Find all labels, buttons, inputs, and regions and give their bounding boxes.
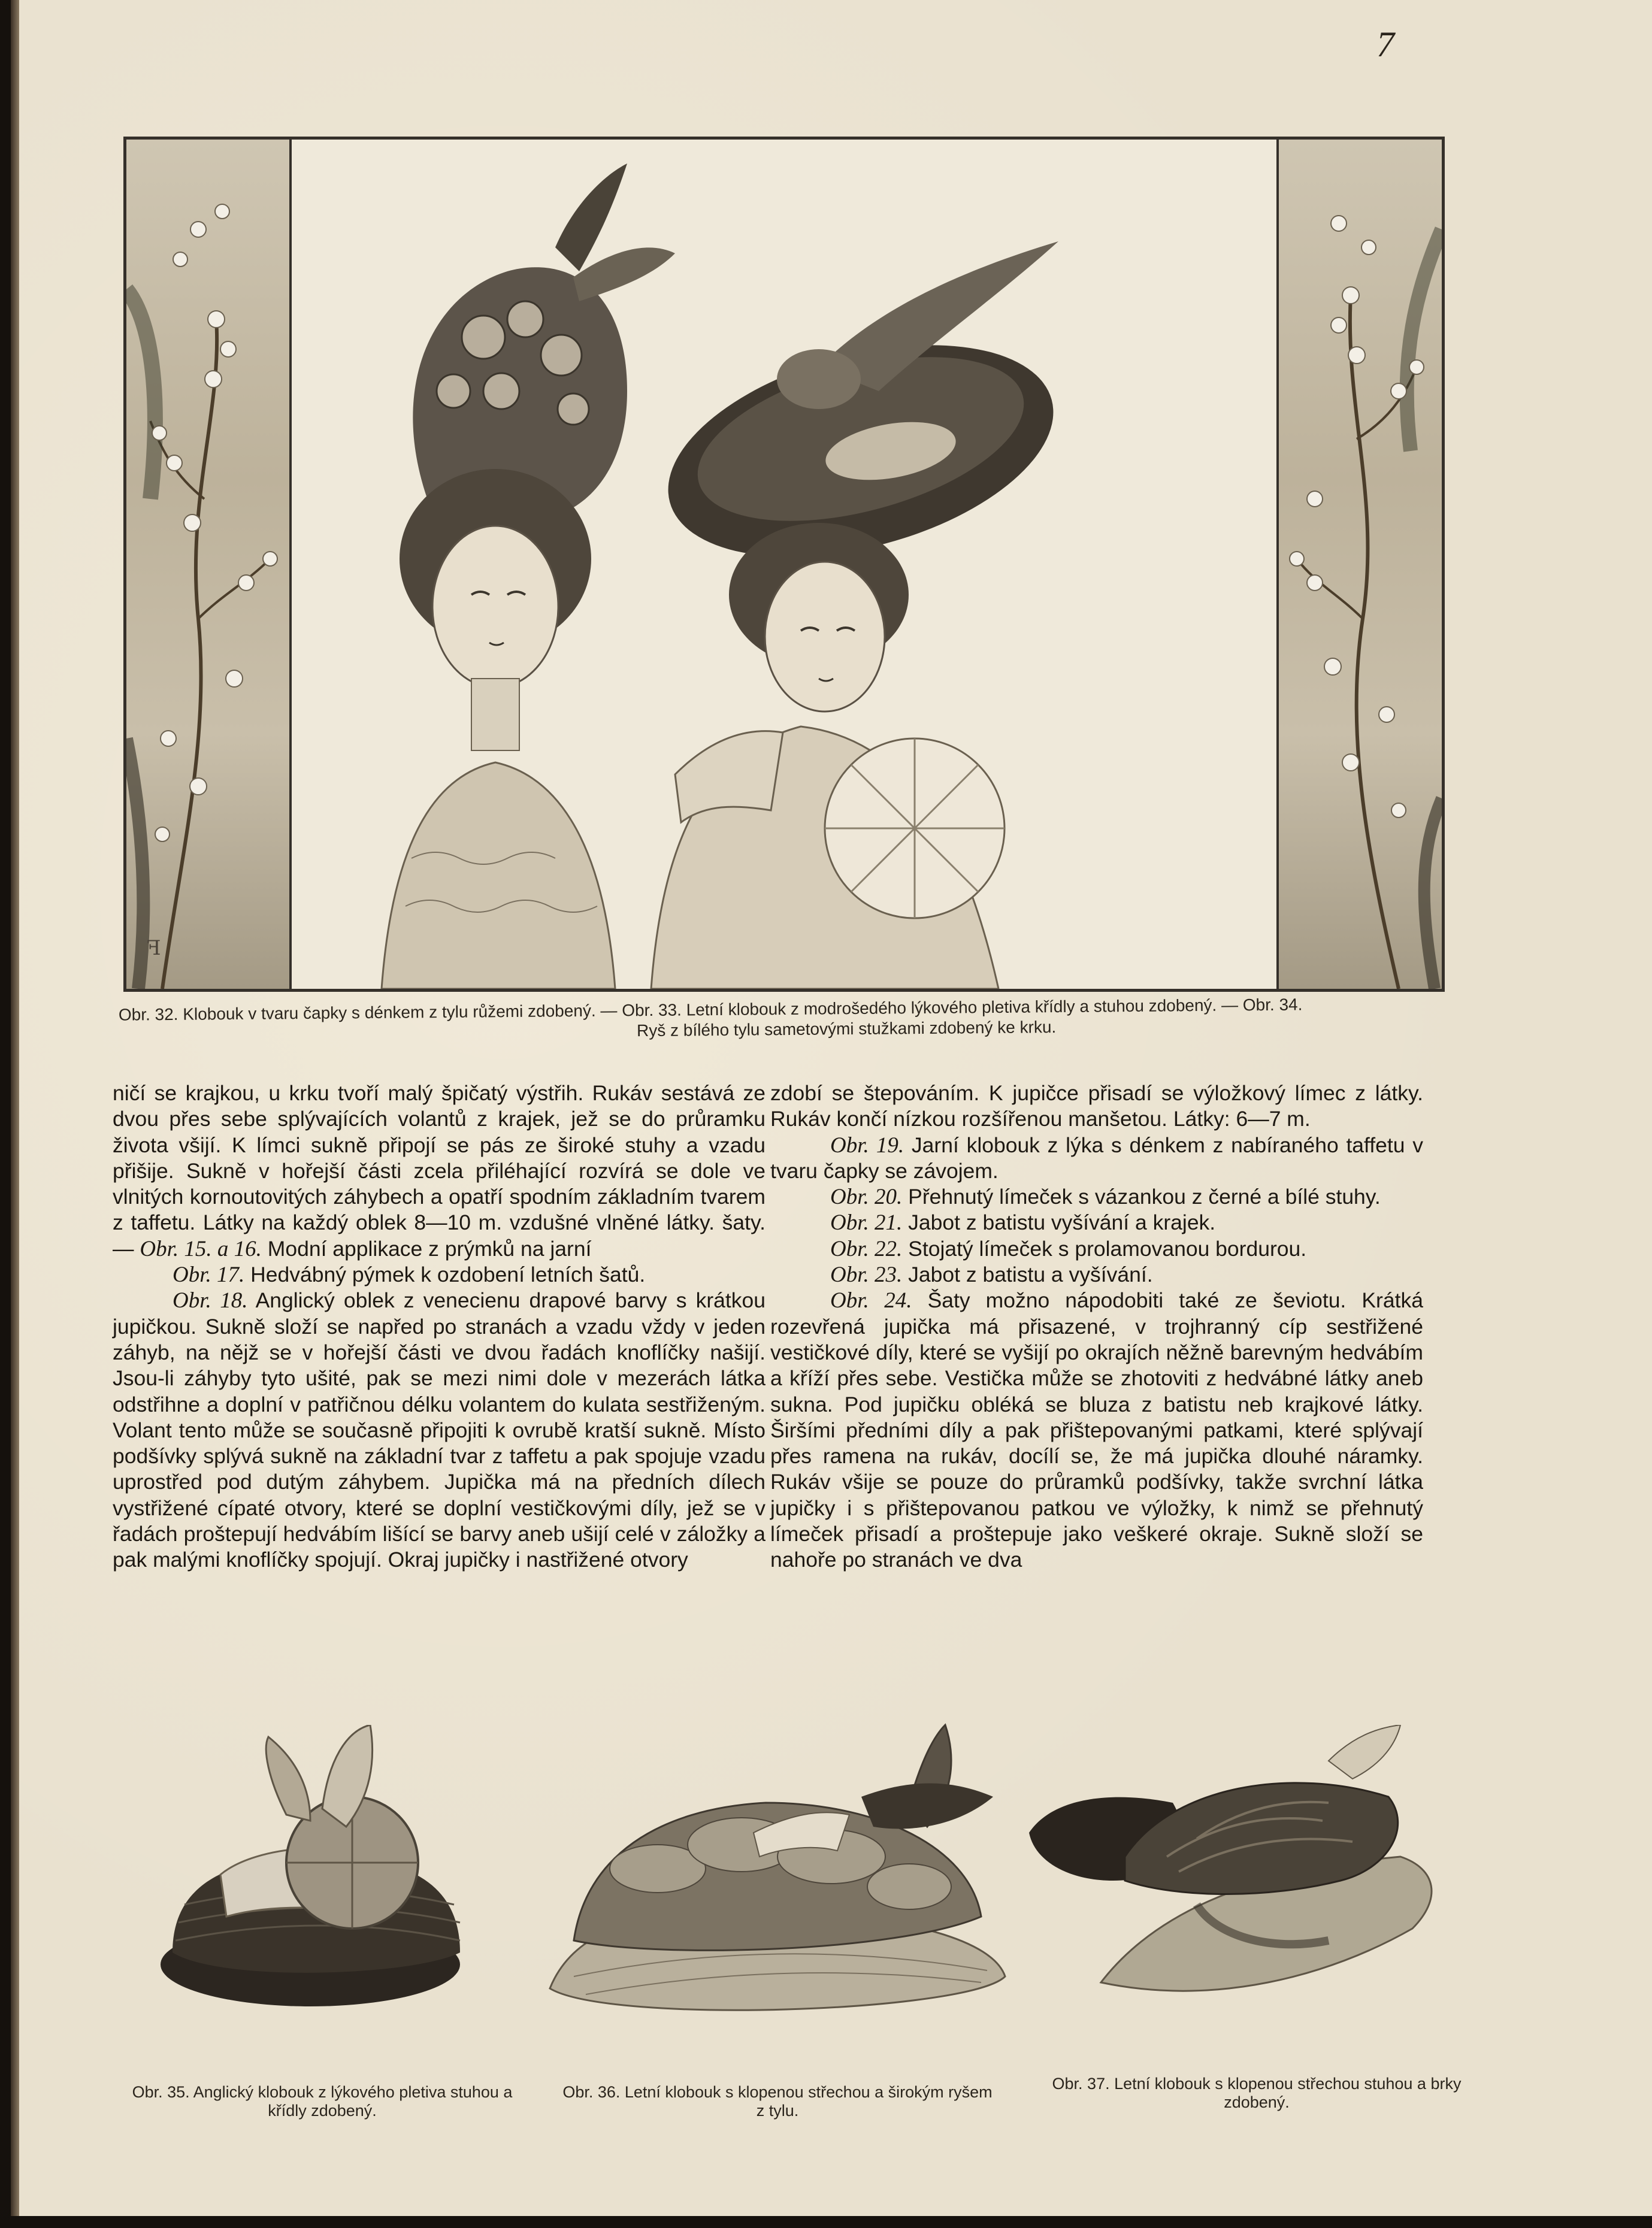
book-spine (11, 0, 19, 2216)
article-paragraph (770, 1184, 1423, 1210)
article-paragraph (770, 1210, 1423, 1236)
lily-of-the-valley-illustration (126, 140, 289, 989)
figure-reference: Obr. 23. (830, 1263, 903, 1288)
article-text: Anglický oblek z venecienu drapové barvy s krátkou jupičkou. Sukně složí se napřed po stranách a vzadu vždy v jeden záhyb, na nějž se v hořejší části ve dvou řadách knoflíčky našijí. Jsou-li záhyby tyto ušité, pak se mezi nimi dole v mezerách látka odstřihne a doplní v patřičnou délku volantem do kulata sestřiženým. Volant tento může se současně připojiti k ovrubě kratší sukně. Místo podšívky splývá sukně na základní tvar z taffetu a pak spojuje vzadu uprostřed pod dutým záhybem. Jupička má na předních dílech vystřižené cípaté otvory, které se doplní vestičkovými díly, jež se v řadách proštepují hedvábím lišící se barvy aneb ušijí celé v záložky a pak malými knoflíčky spojují. Okraj jupičky i nastřižené otvory (113, 1288, 766, 1572)
hat-illustration-35 (149, 1725, 484, 2036)
plate-caption (119, 993, 1455, 1045)
illustration-plate (123, 137, 1445, 992)
article-text: ničí se krajkou, u krku tvoří malý špičatý výstřih. Rukáv sestává ze dvou přes sebe splývajících volantů z krajek, jež se do průramku života všijí. K límci sukně připojí se pás ze široké stuhy a vzadu přišije. Sukně v hořejší části zcela přiléhající rozvírá se dole ve vlnitých kornoutovitých záhybech a opatří spodním základním tvarem z taffetu. Látky na každý oblek 8—10 m. vzdušné vlněné látky. šaty. — (113, 1081, 766, 1261)
magazine-page (11, 0, 1652, 2216)
figure-reference: Obr. 20. (830, 1185, 903, 1210)
article-text: Modní applikace z prýmků na jarní (267, 1236, 592, 1261)
lily-of-the-valley-panel-right (1276, 140, 1442, 989)
article-text: Hedvábný pýmek k ozdobení letních šatů. (250, 1263, 646, 1287)
article-column-left (113, 1080, 766, 1573)
article-text: Přehnutý límeček s vázankou z černé a bílé stuhy. (908, 1185, 1381, 1209)
article-text: Šaty možno nápodobiti také ze ševiotu. Krátká rozevřená jupička má přisazené, v trojhranný cíp sestřižené vestičkové díly, které se vyšijí po okrajích něžně barevným hedvábím a kříží přes sebe. Vestička může se zhotoviti z hedvábné látky aneb sukna. Pod jupičku obléká se bluza z batistu neb krajkové látky. Širšími předními díly a pak přištepovanými patkami, které splývají přes ramena na rukáv, docílí se, že má jupička dlouhé náramky. Rukáv všije se pouze do průramků podšívky, takže svrchní látka jupičky i s přištepovanou patkou ve výložky, k nimž se přehnutý límeček přisadí a proštepuje jako veškeré okraje. Sukně složí se nahoře po stranách ve dva (770, 1288, 1423, 1572)
article-text: Stojatý límeček s prolamovanou bordurou. (908, 1236, 1307, 1261)
two-women-in-hats-engraving (292, 140, 1276, 989)
hat-caption-37: Obr. 37. Letní klobouk s klopenou střechou stuhou a brky zdobený. (1052, 2075, 1462, 2111)
figure-reference: Obr. 15. a 16. (140, 1236, 262, 1261)
page-number: 7 (1376, 25, 1394, 64)
article-text: Jabot z batistu a vyšívání. (908, 1263, 1153, 1287)
article-column-right (770, 1080, 1423, 1573)
article-paragraph (113, 1080, 766, 1262)
article-paragraph (113, 1262, 766, 1288)
figure-reference: Obr. 21. (830, 1210, 903, 1236)
article-paragraph (770, 1133, 1423, 1185)
figure-reference: Obr. 18. (173, 1288, 248, 1313)
figure-reference: Obr. 22. (830, 1236, 903, 1261)
artist-monogram: ꟻ (147, 936, 161, 960)
article-text: Jarní klobouk z lýka s dénkem z nabíraného taffetu v tvaru čapky se závojem. (770, 1133, 1423, 1183)
figure-reference: Obr. 17. (173, 1263, 245, 1288)
article-paragraph (113, 1288, 766, 1573)
figure-reference: Obr. 19. (830, 1133, 904, 1158)
article-paragraph (770, 1288, 1423, 1573)
article-paragraph: zdobí se štepováním. K jupičce přisadí se výložkový límec z látky. Rukáv končí nízkou rozšířenou manšetou. Látky: 6—7 m. (770, 1081, 1423, 1131)
hat-caption-36: Obr. 36. Letní klobouk s klopenou střechou a širokým ryšem z tylu. (562, 2083, 993, 2120)
hat-illustration-36 (538, 1713, 1017, 2036)
plate-caption-line-1: Obr. 32. Klobouk v tvaru čapky s dénkem z tylu růžemi zdobený. — Obr. 33. Letní klobouk z modrošedého lýkového pletiva křídly a stuhou zdobený. — Obr. 34. (118, 995, 1303, 1024)
article-paragraph (770, 1236, 1423, 1262)
hat-illustration-37 (1017, 1725, 1448, 2012)
lily-of-the-valley-panel-left (126, 140, 292, 989)
figure-reference: Obr. 24. (830, 1288, 912, 1313)
lily-of-the-valley-illustration (1279, 140, 1442, 989)
hat-caption-35: Obr. 35. Anglický klobouk z lýkového pletiva stuhou a křídly zdobený. (132, 2083, 513, 2120)
straw-hat-with-tulle-illustration (538, 1713, 1017, 2036)
article-text: Jabot z batistu vyšívání a krajek. (908, 1210, 1216, 1235)
article-paragraph (770, 1262, 1423, 1288)
felt-hat-with-feathers-illustration (1017, 1725, 1448, 2012)
straw-hat-with-wings-illustration (149, 1725, 484, 2036)
plate-caption-line-2: Ryš z bílého tylu sametovými stužkami zdobený ke krku. (636, 1018, 1057, 1040)
